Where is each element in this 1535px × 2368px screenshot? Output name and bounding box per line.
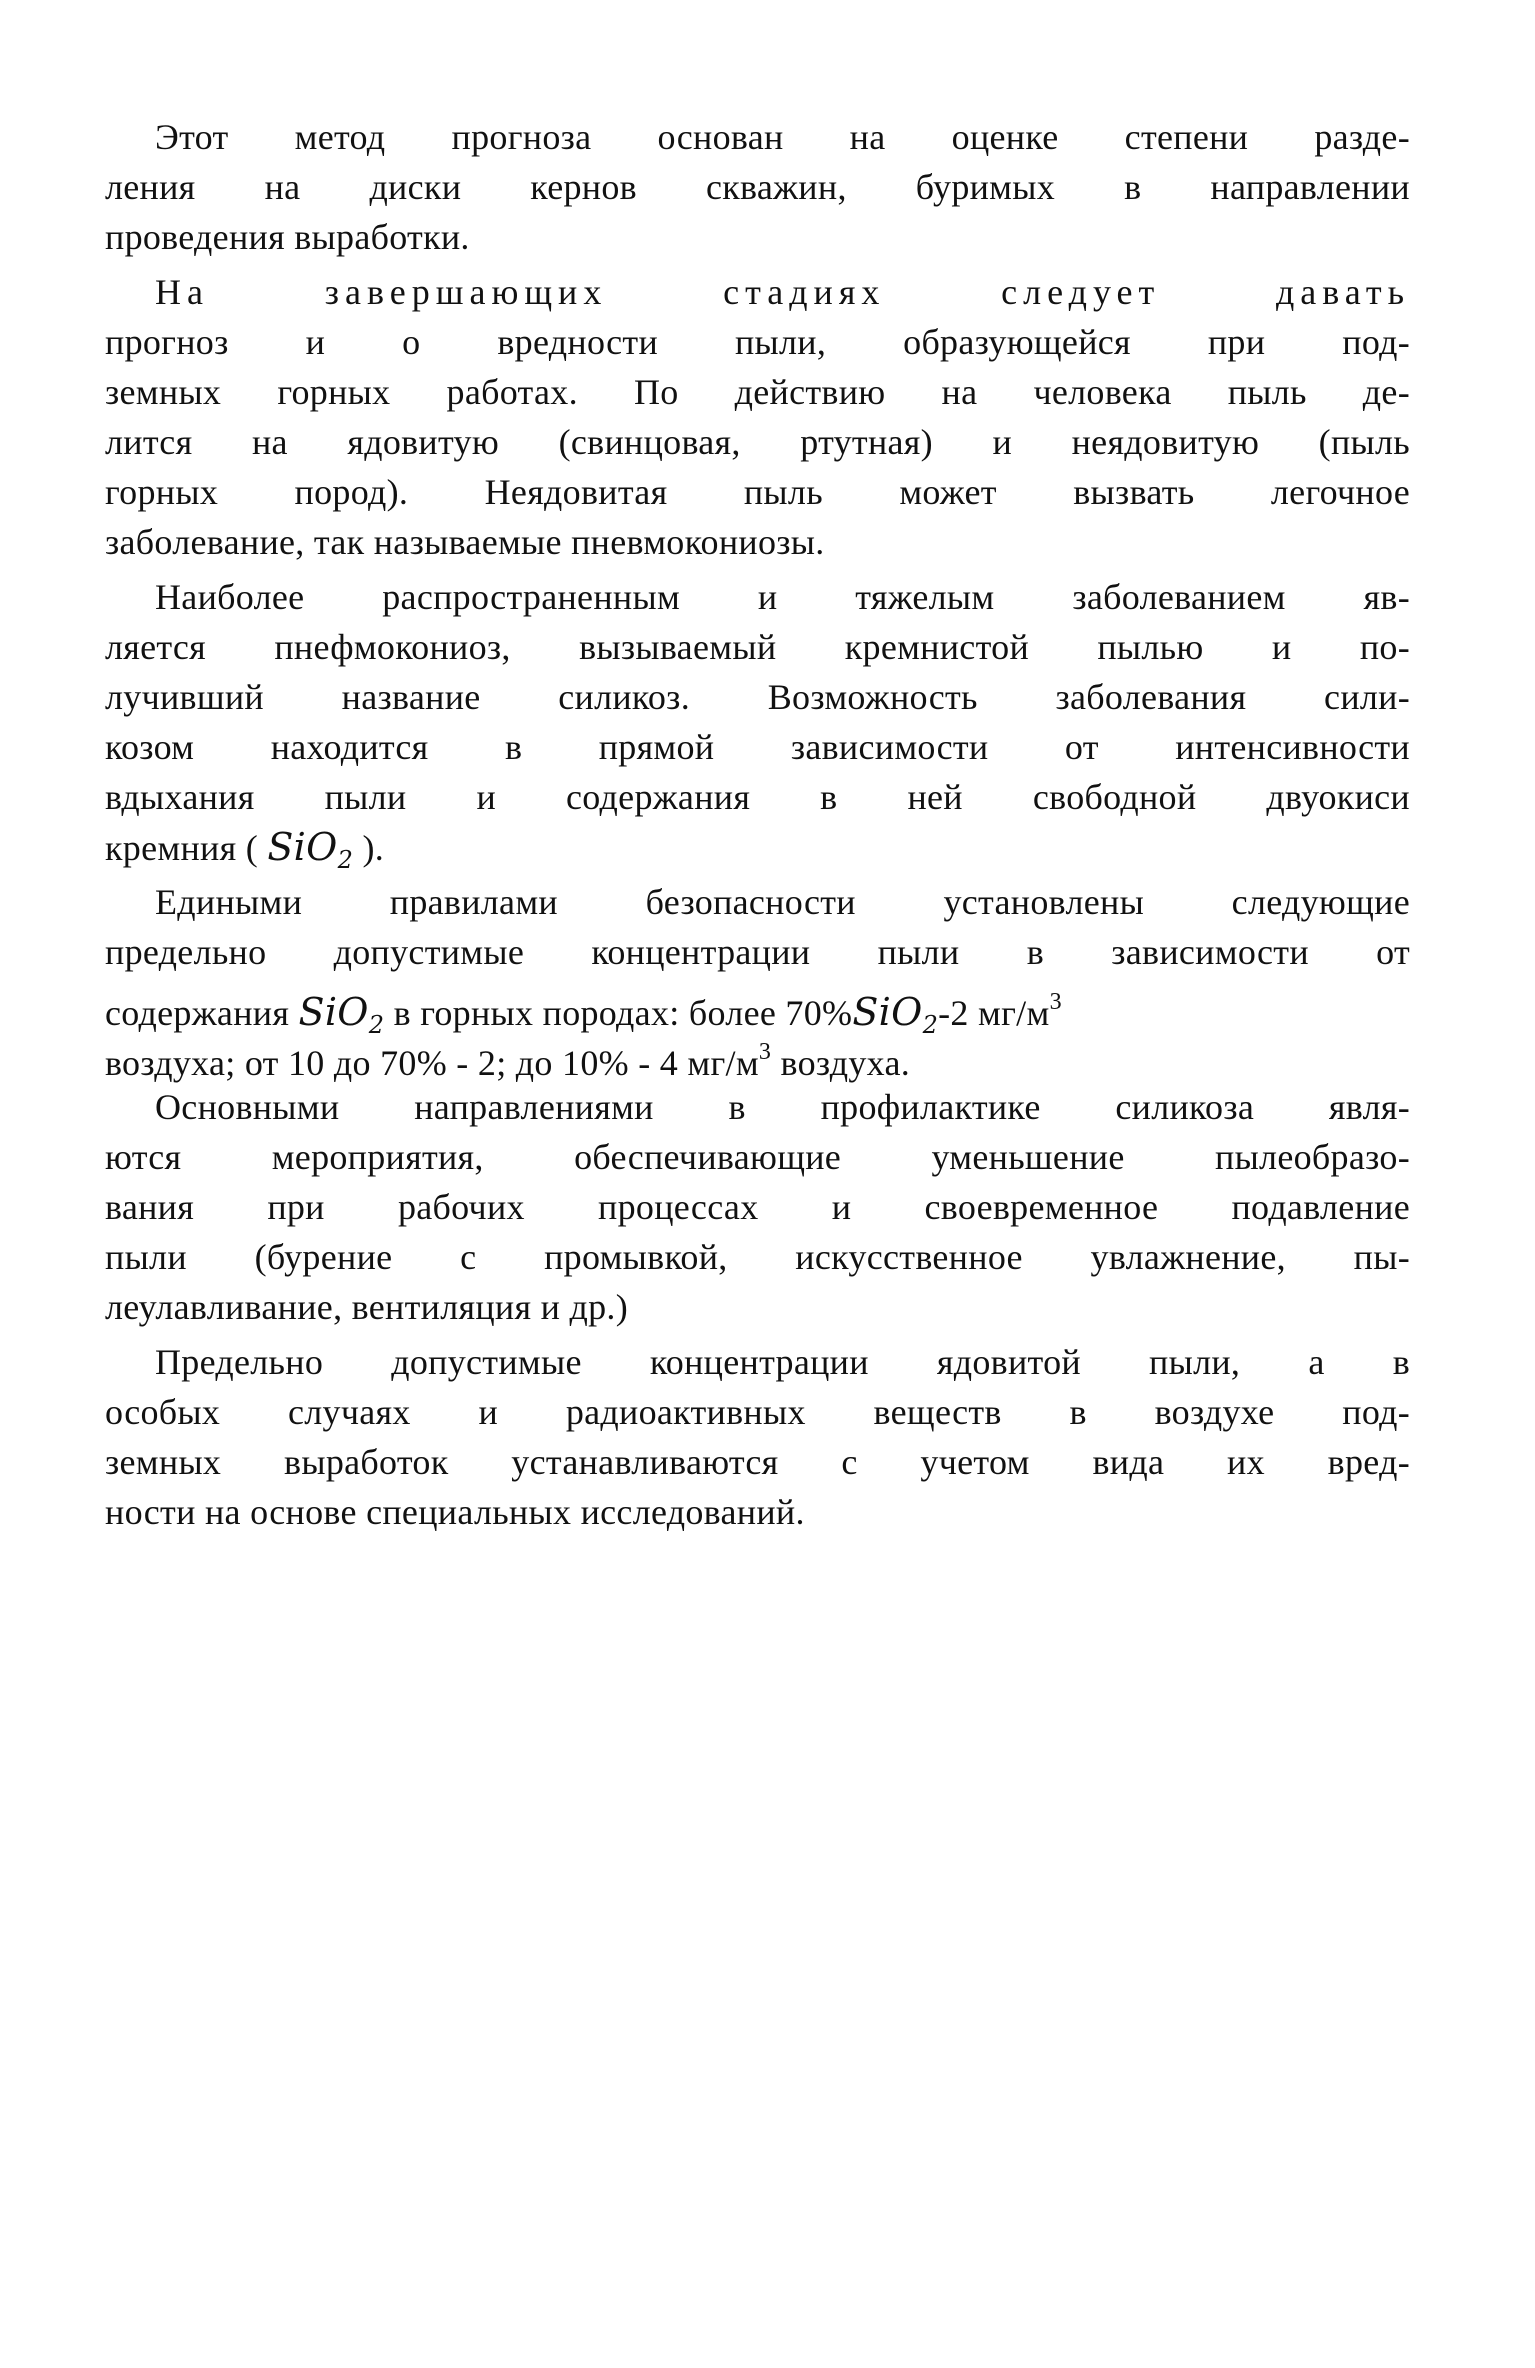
text-line: вдыхания пыли и содержания в ней свободной двуокиси — [105, 777, 1410, 817]
text-fragment: воздуха. — [771, 1043, 911, 1083]
text-line: пыли (бурение с промывкой, искусственное увлажнение, пы- — [105, 1237, 1410, 1277]
text-line: ления на диски кернов скважин, буримых в направлении — [105, 167, 1410, 207]
text-line — [105, 977, 1410, 1039]
text-line: ности на основе специальных исследований. — [105, 1492, 805, 1532]
formula-subscript: 2 — [922, 1011, 939, 1039]
text-line: леулавливание, вентиляция и др.) — [105, 1287, 628, 1327]
text-line: ляется пнефмокониоз, вызываемый кремнистой пылью и по- — [105, 627, 1410, 667]
text-line: вания при рабочих процессах и своевременное подавление — [105, 1187, 1410, 1227]
text-line: Едиными правилами безопасности установлены следующие — [155, 882, 1410, 922]
text-line: предельно допустимые концентрации пыли в зависимости от — [105, 932, 1410, 972]
chemical-formula-sio2 — [267, 825, 354, 874]
formula-text: SiO — [298, 990, 369, 1034]
text-line: прогноз и о вредности пыли, образующейся при под- — [105, 322, 1410, 362]
text-line: Наиболее распространенным и тяжелым заболеванием яв- — [155, 577, 1410, 617]
text-fragment: в горных породах: более 70% — [384, 993, 853, 1033]
text-line: горных пород). Неядовитая пыль может вызвать легочное — [105, 472, 1410, 512]
text-line: На завершающих стадиях следует давать — [155, 272, 1410, 312]
unit-superscript: 3 — [758, 1039, 772, 1065]
text-line: Этот метод прогноза основан на оценке степени раздe- — [155, 117, 1410, 157]
text-line: особых случаях и радиоактивных веществ в воздухе под- — [105, 1392, 1410, 1432]
formula-text: SiO — [267, 825, 338, 869]
text-line: лучивший название силикоз. Возможность заболевания сили- — [105, 677, 1410, 717]
text-line: козом находится в прямой зависимости от интенсивности — [105, 727, 1410, 767]
text-line — [105, 822, 1410, 872]
text-fragment: -2 мг/м — [938, 993, 1050, 1033]
formula-subscript: 2 — [337, 846, 354, 874]
text-fragment: воздуха; от 10 до 70% - 2; до 10% - 4 мг/м — [105, 1043, 759, 1083]
text-line: лится на ядовитую (свинцовая, ртутная) и неядовитую (пыль — [105, 422, 1410, 462]
text-line: заболевание, так называемые пневмокониозы. — [105, 522, 825, 562]
formula-subscript: 2 — [368, 1011, 385, 1039]
text-fragment: ). — [353, 828, 385, 868]
text-line: земных выработок устанавливаются с учетом вида их вред- — [105, 1442, 1410, 1482]
text-line: ются мероприятия, обеспечивающие уменьшение пылеобразо- — [105, 1137, 1410, 1177]
text-fragment: содержания — [105, 993, 299, 1033]
text-line: проведения выработки. — [105, 217, 470, 257]
text-line: Основными направлениями в профилактике силикоза явля- — [155, 1087, 1410, 1127]
unit-superscript: 3 — [1049, 989, 1062, 1015]
text-line — [105, 1027, 1410, 1083]
text-line: земных горных работах. По действию на человека пыль де- — [105, 372, 1410, 412]
formula-text: SiO — [852, 990, 923, 1034]
text-line: Предельно допустимые концентрации ядовитой пыли, а в — [155, 1342, 1410, 1382]
text-fragment: кремния ( — [105, 828, 268, 868]
